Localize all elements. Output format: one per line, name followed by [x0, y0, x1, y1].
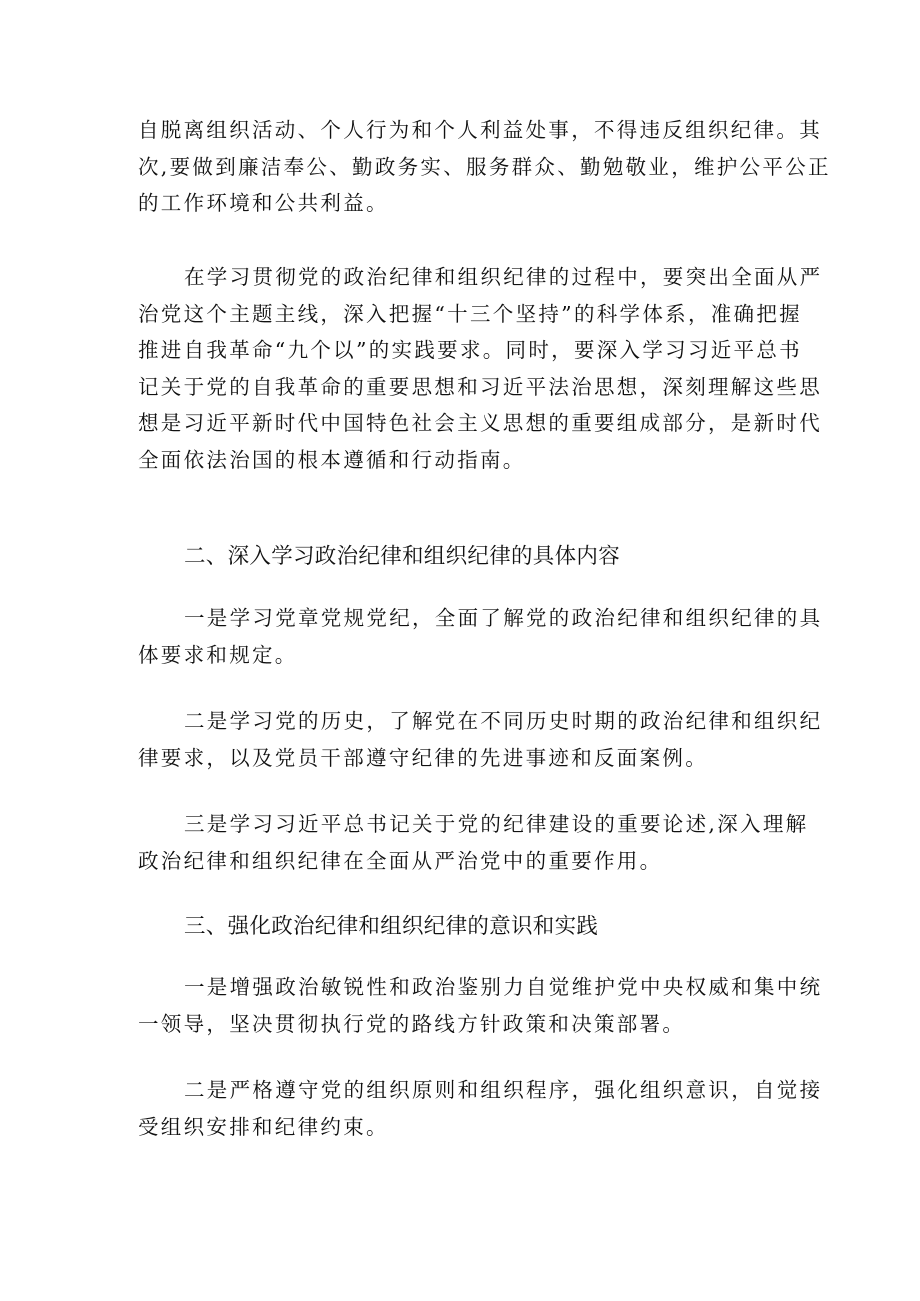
text-line: 自脱离组织活动、个人行为和个人利益处事，不得违反组织纪律。其: [138, 118, 822, 142]
text-line: 受组织安排和纪律约束。: [138, 1114, 389, 1139]
text-line: 的工作环境和公共利益。: [138, 191, 389, 215]
text-line: 政治纪律和组织纪律在全面从严治党中的重要作用。: [138, 848, 663, 873]
paragraph-5: [138, 806, 809, 879]
text-line: 想是习近平新时代中国特色社会主义思想的重要组成部分，是新时代: [138, 411, 822, 435]
paragraph-1: [138, 112, 831, 222]
paragraph-2: [138, 259, 823, 478]
text-line: 三是学习习近平总书记关于党的纪律建设的重要论述,深入理解: [184, 812, 809, 836]
text-line: 在学习贯彻党的政治纪律和组织纪律的过程中，要突出全面从严: [184, 265, 823, 289]
text-line: 推进自我革命“九个以”的实践要求。同时，要深入学习习近平总书: [138, 338, 802, 362]
section-heading-2: 二、深入学习政治纪律和组织纪律的具体内容: [184, 544, 621, 569]
text-line: 全面依法治国的根本遵循和行动指南。: [138, 447, 526, 472]
text-line: 一是学习党章党规党纪，全面了解党的政治纪律和组织纪律的具: [184, 606, 823, 630]
text-line: 一是增强政治敏锐性和政治鉴别力自觉维护党中央权威和集中统: [184, 975, 823, 999]
text-line: 次,要做到廉洁奉公、勤政务实、服务群众、勤勉敬业，维护公平公正: [138, 154, 831, 179]
paragraph-6: [138, 969, 823, 1042]
paragraph-4: [138, 703, 823, 776]
text-line: 律要求，以及党员干部遵守纪律的先进事迹和反面案例。: [138, 745, 708, 770]
paragraph-7: [138, 1072, 823, 1145]
text-line: 一领导，坚决贯彻执行党的路线方针政策和决策部署。: [138, 1011, 686, 1036]
text-line: 二是严格遵守党的组织原则和组织程序，强化组织意识，自觉接: [184, 1078, 823, 1102]
text-line: 治党这个主题主线，深入把握“十三个坚持”的科学体系，准确把握: [138, 301, 802, 326]
section-heading-3: 三、强化政治纪律和组织纪律的意识和实践: [184, 914, 599, 939]
text-line: 体要求和规定。: [138, 642, 298, 667]
text-line: 二是学习党的历史，了解党在不同历史时期的政治纪律和组织纪: [184, 709, 823, 733]
paragraph-3: [138, 600, 823, 673]
text-line: 记关于党的自我革命的重要思想和习近平法治思想，深刻理解这些思: [138, 374, 822, 399]
